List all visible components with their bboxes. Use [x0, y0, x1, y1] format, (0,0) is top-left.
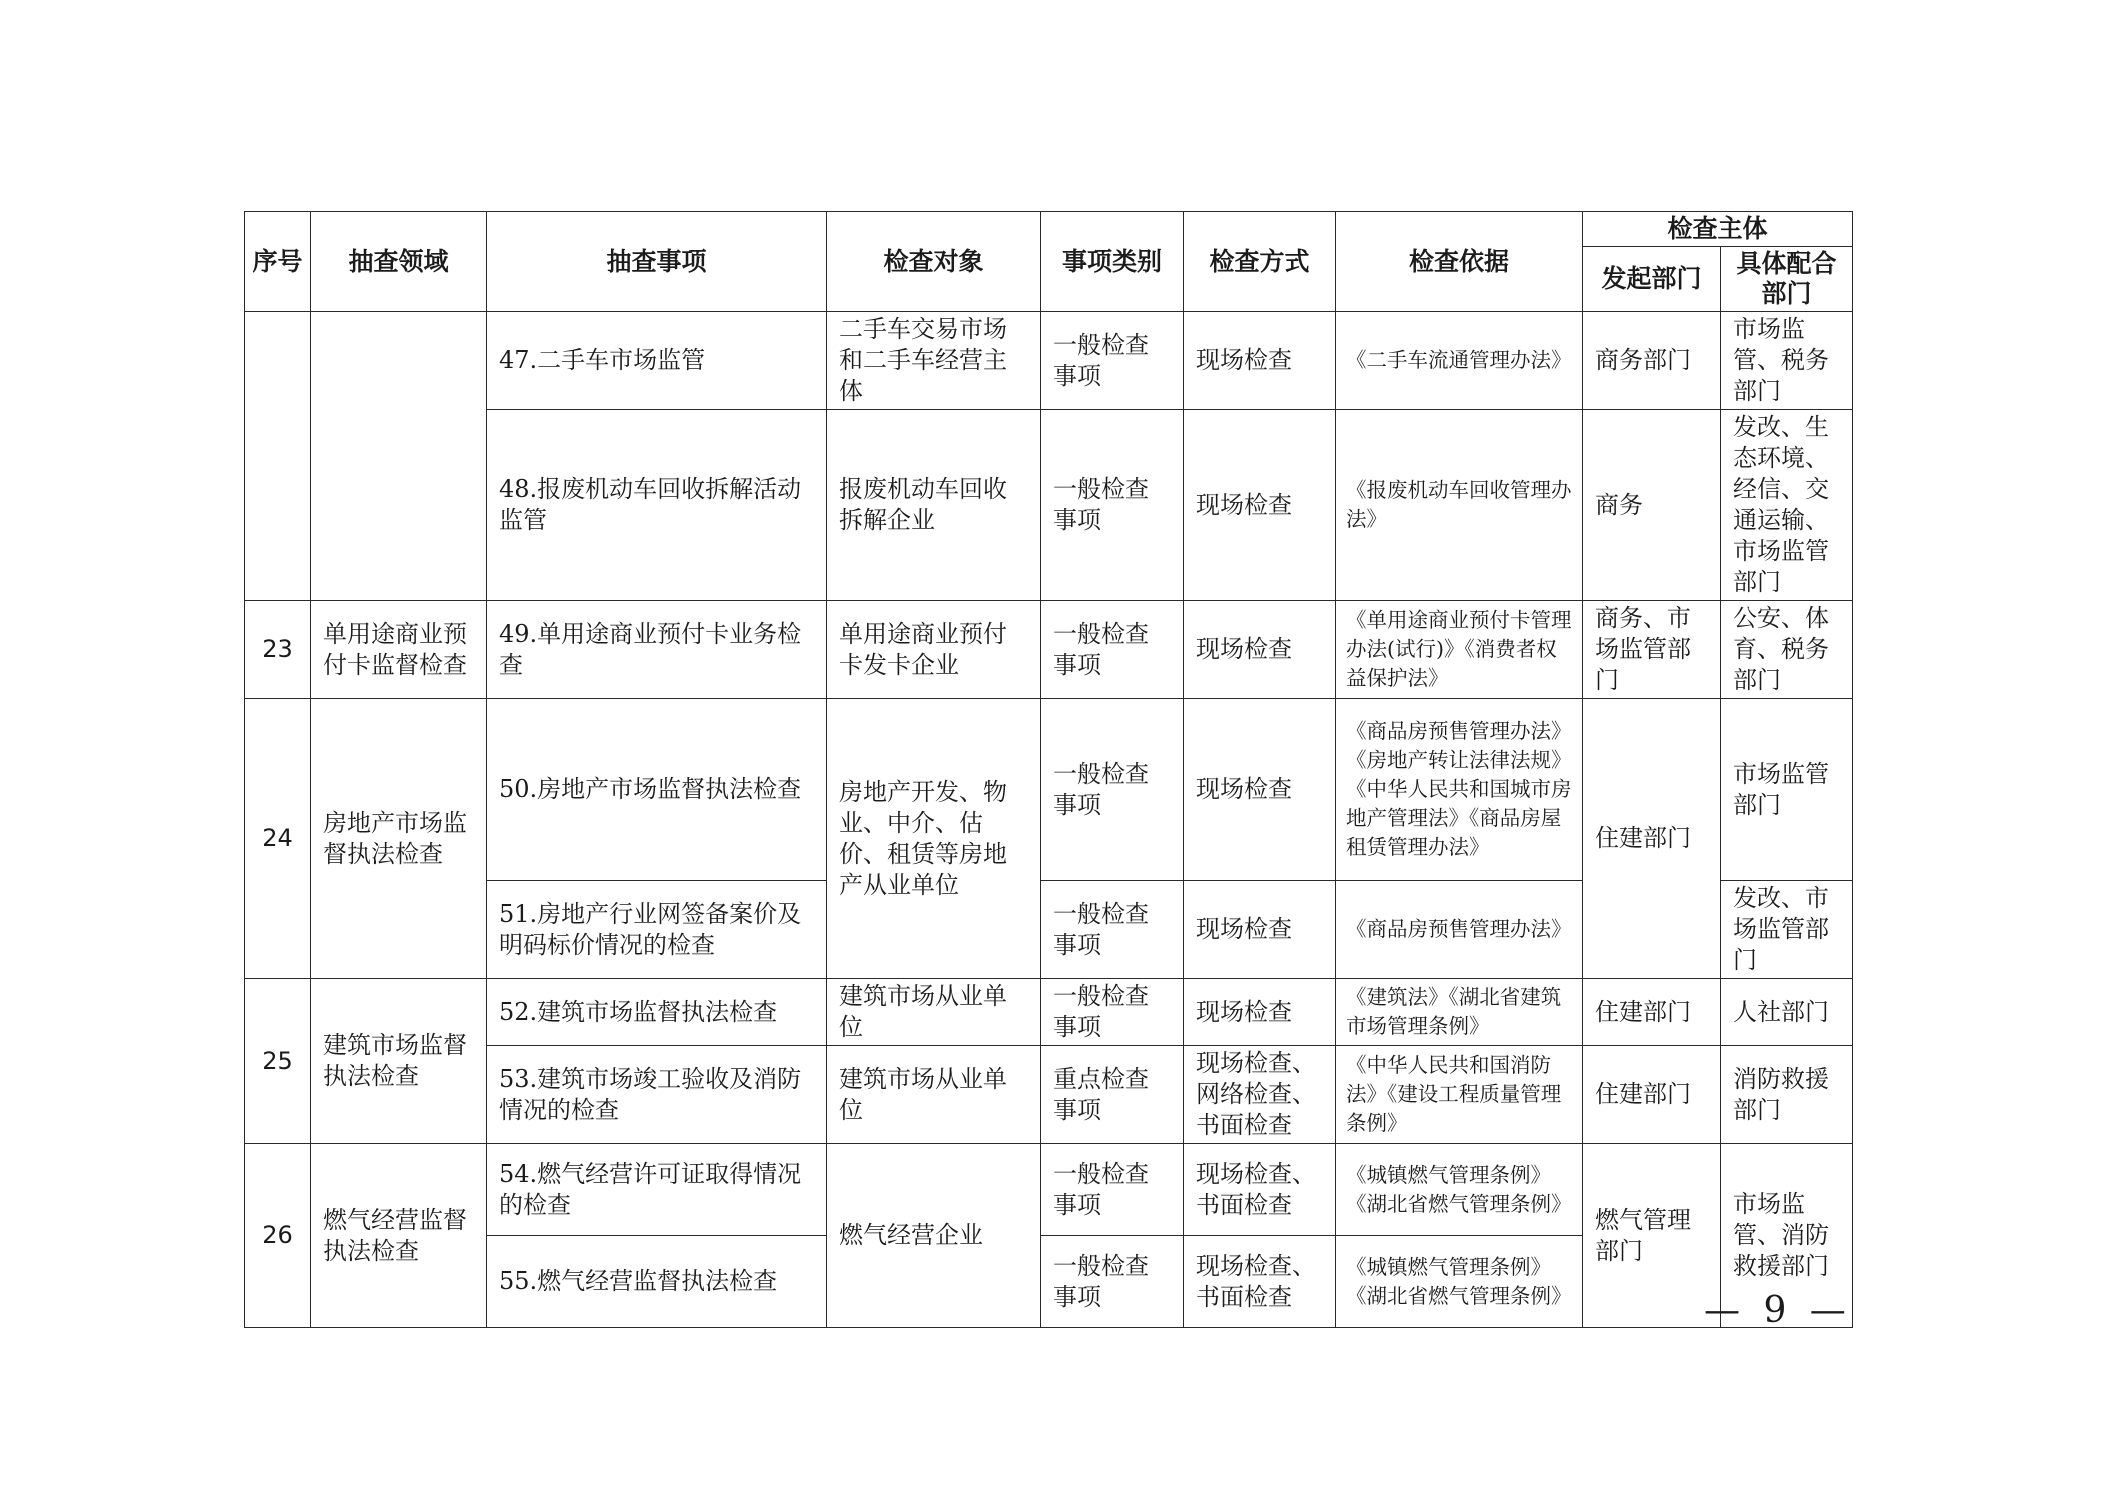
initiator-cell: 商务部门 [1583, 312, 1721, 410]
item-cell: 55.燃气经营监督执法检查 [487, 1236, 827, 1328]
method-cell: 现场检查、书面检查 [1184, 1144, 1336, 1236]
serial-no-cell: 26 [245, 1144, 311, 1328]
method-cell: 现场检查、网络检查、书面检查 [1184, 1046, 1336, 1144]
target-cell: 建筑市场从业单位 [827, 1046, 1041, 1144]
table-row [245, 312, 1853, 410]
header-category: 事项类别 [1041, 212, 1184, 312]
table-header [245, 212, 1853, 312]
field-cell [311, 312, 487, 601]
target-cell: 燃气经营企业 [827, 1144, 1041, 1328]
header-initiator: 发起部门 [1583, 247, 1721, 312]
header-field: 抽查领域 [311, 212, 487, 312]
item-cell: 50.房地产市场监督执法检查 [487, 699, 827, 881]
item-cell: 51.房地产行业网签备案价及明码标价情况的检查 [487, 881, 827, 979]
target-cell: 房地产开发、物业、中介、估价、租赁等房地产从业单位 [827, 699, 1041, 979]
method-cell: 现场检查 [1184, 699, 1336, 881]
initiator-cell: 住建部门 [1583, 979, 1721, 1046]
cooperator-cell: 市场监管、税务部门 [1721, 312, 1853, 410]
category-cell: 一般检查事项 [1041, 312, 1184, 410]
serial-no-cell: 23 [245, 601, 311, 699]
category-cell: 一般检查事项 [1041, 1236, 1184, 1328]
header-item: 抽查事项 [487, 212, 827, 312]
header-method: 检查方式 [1184, 212, 1336, 312]
table-body [245, 312, 1853, 1328]
target-cell: 报废机动车回收拆解企业 [827, 410, 1041, 601]
basis-cell: 《商品房预售管理办法》 [1336, 881, 1583, 979]
cooperator-cell: 公安、体育、税务部门 [1721, 601, 1853, 699]
method-cell: 现场检查 [1184, 979, 1336, 1046]
category-cell: 一般检查事项 [1041, 410, 1184, 601]
method-cell: 现场检查 [1184, 881, 1336, 979]
cooperator-cell: 市场监管部门 [1721, 699, 1853, 881]
basis-cell: 《商品房预售管理办法》《房地产转让法律法规》《中华人民共和国城市房地产管理法》《商品房屋租赁管理办法》 [1336, 699, 1583, 881]
header-target: 检查对象 [827, 212, 1041, 312]
item-cell: 49.单用途商业预付卡业务检查 [487, 601, 827, 699]
field-cell: 单用途商业预付卡监督检查 [311, 601, 487, 699]
header-no: 序号 [245, 212, 311, 312]
category-cell: 一般检查事项 [1041, 699, 1184, 881]
category-cell: 重点检查事项 [1041, 1046, 1184, 1144]
basis-cell: 《单用途商业预付卡管理办法(试行)》《消费者权益保护法》 [1336, 601, 1583, 699]
item-cell: 53.建筑市场竣工验收及消防情况的检查 [487, 1046, 827, 1144]
cooperator-cell: 人社部门 [1721, 979, 1853, 1046]
target-cell: 二手车交易市场和二手车经营主体 [827, 312, 1041, 410]
item-cell: 52.建筑市场监督执法检查 [487, 979, 827, 1046]
serial-no-cell [245, 312, 311, 601]
field-cell: 房地产市场监督执法检查 [311, 699, 487, 979]
category-cell: 一般检查事项 [1041, 881, 1184, 979]
initiator-cell: 燃气管理部门 [1583, 1144, 1721, 1328]
table-row [245, 1144, 1853, 1236]
table-row [245, 410, 1853, 601]
table-row [245, 601, 1853, 699]
target-cell: 单用途商业预付卡发卡企业 [827, 601, 1041, 699]
category-cell: 一般检查事项 [1041, 601, 1184, 699]
basis-cell: 《城镇燃气管理条例》《湖北省燃气管理条例》 [1336, 1144, 1583, 1236]
header-cooperator: 具体配合部门 [1721, 247, 1853, 312]
serial-no-cell: 24 [245, 699, 311, 979]
page-number: — 9 — [1704, 1290, 1852, 1331]
table-row [245, 1046, 1853, 1144]
method-cell: 现场检查、书面检查 [1184, 1236, 1336, 1328]
method-cell: 现场检查 [1184, 601, 1336, 699]
basis-cell: 《建筑法》《湖北省建筑市场管理条例》 [1336, 979, 1583, 1046]
basis-cell: 《中华人民共和国消防法》《建设工程质量管理条例》 [1336, 1046, 1583, 1144]
item-cell: 47.二手车市场监管 [487, 312, 827, 410]
cooperator-cell: 市场监管、消防救援部门 [1721, 1144, 1853, 1328]
initiator-cell: 住建部门 [1583, 1046, 1721, 1144]
basis-cell: 《二手车流通管理办法》 [1336, 312, 1583, 410]
initiator-cell: 商务 [1583, 410, 1721, 601]
header-basis: 检查依据 [1336, 212, 1583, 312]
method-cell: 现场检查 [1184, 312, 1336, 410]
basis-cell: 《报废机动车回收管理办法》 [1336, 410, 1583, 601]
item-cell: 48.报废机动车回收拆解活动监管 [487, 410, 827, 601]
basis-cell: 《城镇燃气管理条例》《湖北省燃气管理条例》 [1336, 1236, 1583, 1328]
serial-no-cell: 25 [245, 979, 311, 1144]
field-cell: 建筑市场监督执法检查 [311, 979, 487, 1144]
initiator-cell: 住建部门 [1583, 699, 1721, 979]
table-row [245, 979, 1853, 1046]
cooperator-cell: 消防救援部门 [1721, 1046, 1853, 1144]
cooperator-cell: 发改、生态环境、经信、交通运输、市场监管部门 [1721, 410, 1853, 601]
item-cell: 54.燃气经营许可证取得情况的检查 [487, 1144, 827, 1236]
target-cell: 建筑市场从业单位 [827, 979, 1041, 1046]
header-subject: 检查主体 [1583, 212, 1853, 247]
cooperator-cell: 发改、市场监管部门 [1721, 881, 1853, 979]
inspection-table [244, 211, 1853, 1328]
field-cell: 燃气经营监督执法检查 [311, 1144, 487, 1328]
category-cell: 一般检查事项 [1041, 1144, 1184, 1236]
initiator-cell: 商务、市场监管部门 [1583, 601, 1721, 699]
table-row [245, 699, 1853, 881]
category-cell: 一般检查事项 [1041, 979, 1184, 1046]
method-cell: 现场检查 [1184, 410, 1336, 601]
